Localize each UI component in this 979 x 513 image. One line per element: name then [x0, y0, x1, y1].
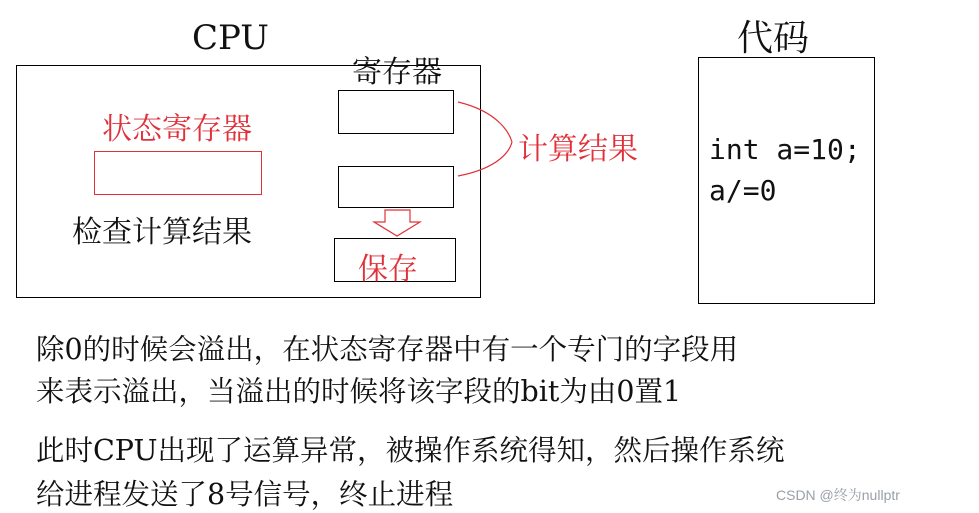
calc-result-label: 计算结果	[518, 132, 638, 167]
down-arrow-icon	[374, 210, 420, 236]
code-line-1: int a=10;	[709, 133, 861, 166]
note-paragraph-2-line-1: 此时CPU出现了运算异常，被操作系统得知，然后操作系统	[36, 434, 785, 467]
note-paragraph-1-line-1: 除0的时候会溢出，在状态寄存器中有一个专门的字段用	[36, 333, 739, 366]
check-result-label: 检查计算结果	[72, 215, 252, 250]
code-title: 代码	[737, 18, 810, 59]
bracket-lower-curve	[458, 142, 512, 176]
code-line-2: a/=0	[709, 174, 777, 207]
cpu-title: CPU	[192, 18, 269, 58]
registers-label: 寄存器	[352, 55, 442, 90]
watermark: CSDN @终为nullptr	[776, 487, 900, 503]
status-register-label: 状态寄存器	[102, 112, 252, 147]
bracket-upper-curve	[458, 102, 512, 142]
save-label: 保存	[358, 252, 418, 287]
note-paragraph-1-line-2: 来表示溢出，当溢出的时候将该字段的bit为由0置1	[36, 375, 682, 408]
note-paragraph-2-line-2: 给进程发送了8号信号，终止进程	[36, 478, 454, 511]
